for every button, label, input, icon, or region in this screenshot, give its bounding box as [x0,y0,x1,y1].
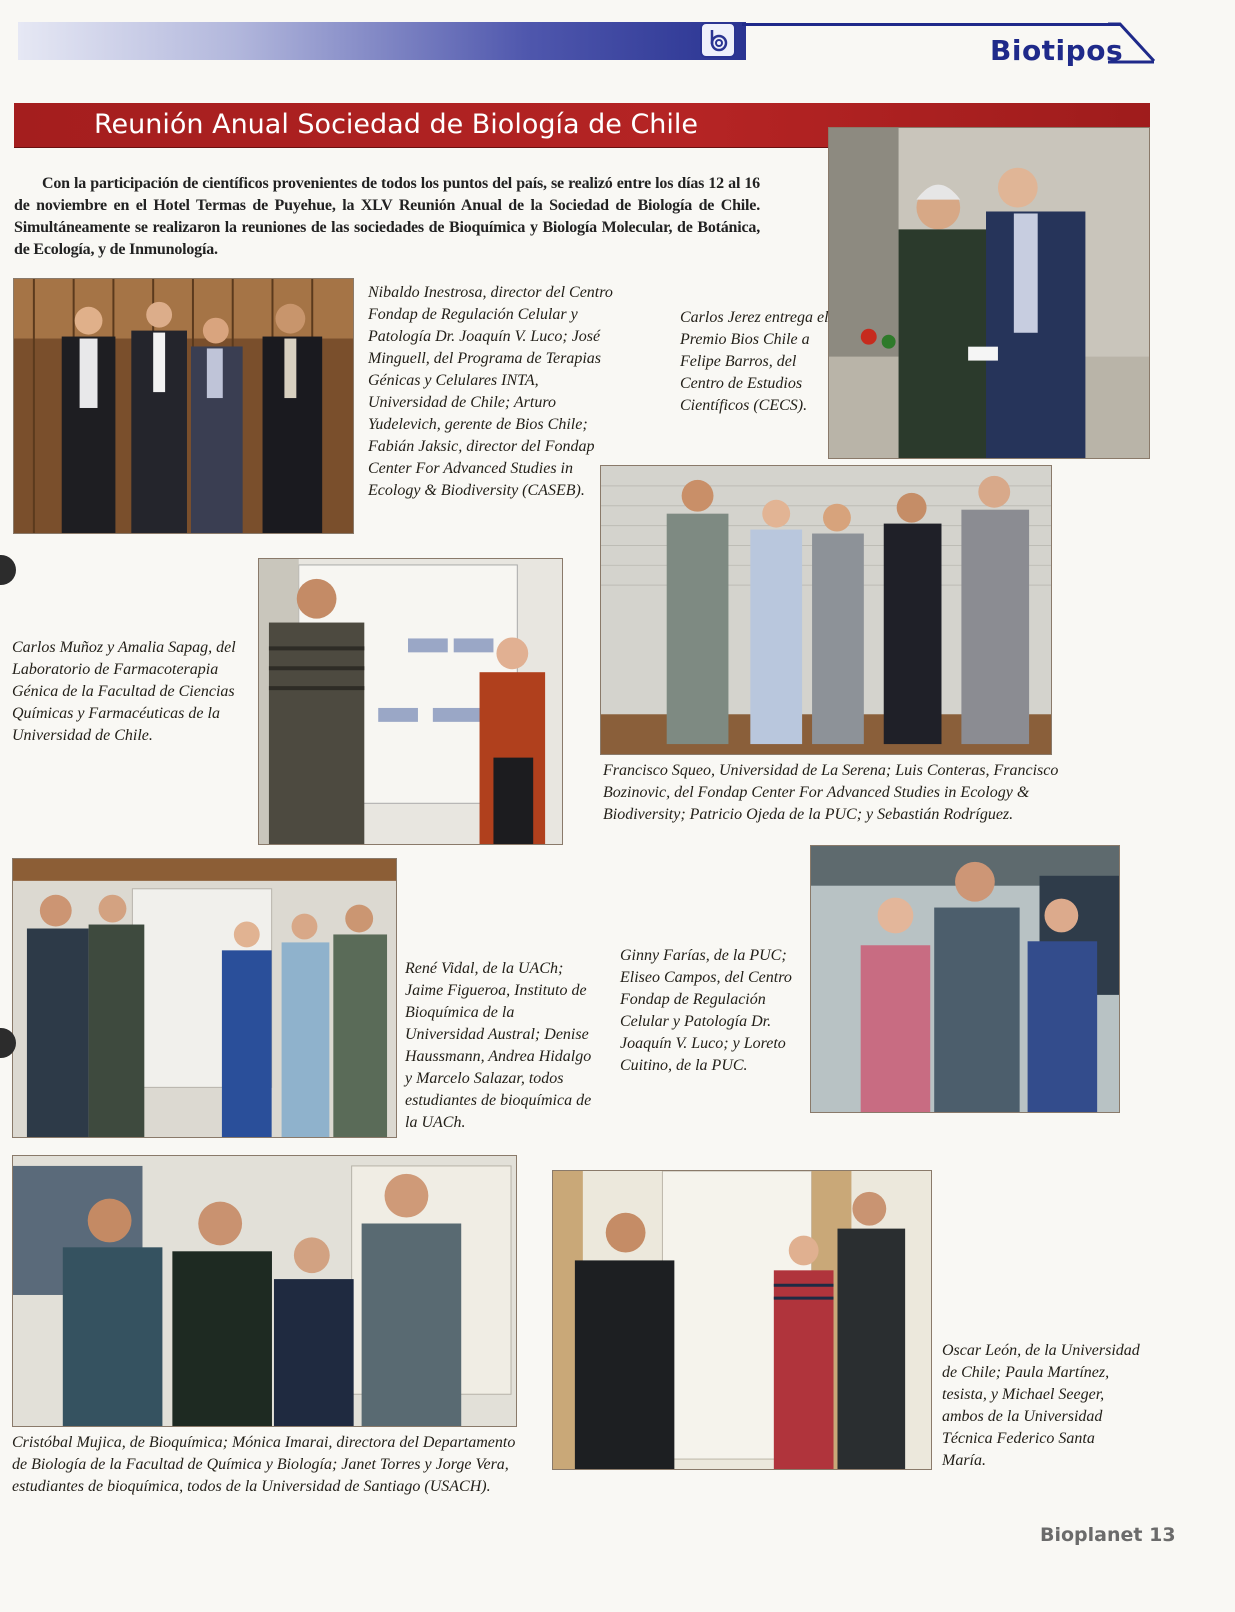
binder-hole [0,555,16,585]
caption-utfsm-trio: Oscar León, de la Universidad de Chile; Paula Martínez, tesista, y Michael Seeger, ambos de la Universidad Técnica Federico Santa María. [942,1342,1140,1469]
photo-utfsm-trio [552,1170,932,1470]
article-intro: Con la participación de científicos provenientes de todos los puntos del país, se realizó entre los días 12 al 16 de noviembre en el Hotel Termas de Puyehue, la XLV Reunión Anual de la Sociedad de Biología de Chile. Simultáneamente se realizaron la reuniones de las sociedades de Bioquímica y Biología Molecular, de Botánica, de Ecología, y de Inmunología. [14,175,760,258]
bioplanet-b-logo-icon [700,22,736,58]
caption-poster-pair: Carlos Muñoz y Amalia Sapag, del Laboratorio de Farmacoterapia Génica de la Facultad de Ciencias Químicas y Farmacéuticas de la Universidad de Chile. [12,639,236,744]
caption-uach-students: René Vidal, de la UACh; Jaime Figueroa, Instituto de Bioquímica de la Universidad Austral; Denise Haussmann, Andrea Hidalgo y Marcelo Salazar, todos estudiantes de bioquímica de la UACh. [405,960,592,1131]
caption-award: Carlos Jerez entrega el Premio Bios Chile a Felipe Barros, del Centro de Estudios Científicos (CECS). [680,309,829,414]
photo-award-ceremony [828,127,1150,459]
bioplanet-b-logo-glyph [705,27,731,53]
caption-puc-trio: Ginny Farías, de la PUC; Eliseo Campos, del Centro Fondap de Regulación Celular y Patología Dr. Joaquín V. Luco; y Loreto Cuitino, de la PUC. [620,947,792,1074]
caption-ecology: Francisco Squeo, Universidad de La Serena; Luis Conteras, Francisco Bozinovic, del Fondap Center For Advanced Studies in Ecology & Biodiversity; Patricio Ojeda de la PUC; y Sebastián Rodríguez. [603,762,1059,823]
caption-usach-group: Cristóbal Mujica, de Bioquímica; Mónica Imarai, directora del Departamento de Biología de la Facultad de Química y Biología; Janet Torres y Jorge Vera, estudiantes de bioquímica, todos de la Universidad de Santiago (USACH). [12,1434,516,1495]
header-gradient-band [18,22,746,60]
photo-usach-group [12,1155,517,1427]
article-title: Reunión Anual Sociedad de Biología de Chile [94,109,699,140]
page-footer: Bioplanet 13 [1040,1524,1176,1546]
caption-directors: Nibaldo Inestrosa, director del Centro Fondap de Regulación Celular y Patología Dr. Joaquín V. Luco; José Minguell, del Programa de Terapias Génicas y Celulares INTA, Universidad de Chile; Arturo Yudelevich, gerente de Bios Chile; Fabián Jaksic, director del Fondap Center For Advanced Studies in Ecology & Biodiversity (CASEB). [368,284,613,499]
section-name: Biotipos [990,34,1124,67]
photo-puc-trio [810,845,1120,1113]
photo-group-ecology [600,465,1052,755]
photo-uach-students [12,858,397,1138]
header-rule [742,23,1120,26]
photo-poster-pair [258,558,563,845]
photo-group-directors [13,278,354,534]
